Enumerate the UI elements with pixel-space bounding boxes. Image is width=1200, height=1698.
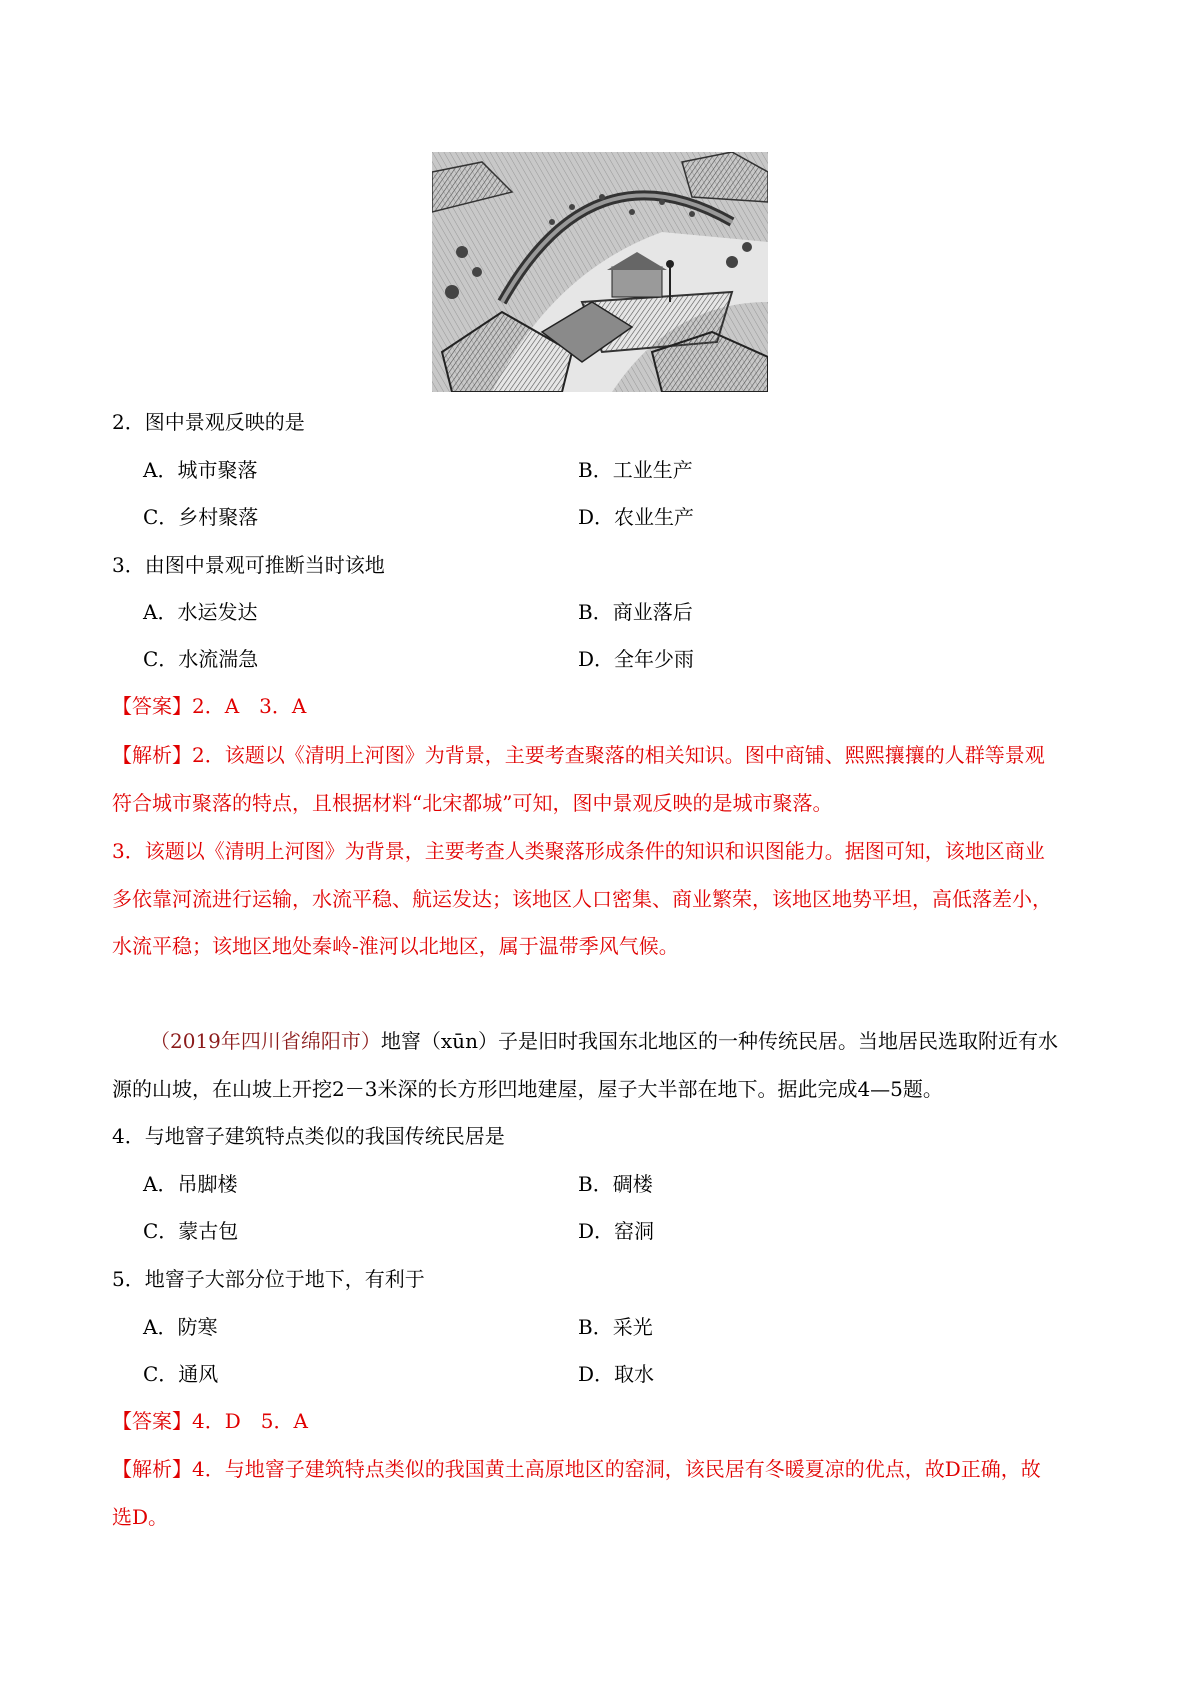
answer-block-1: [112, 692, 306, 720]
intro-line-2: 源的山坡，在山坡上开挖2－3米深的长方形凹地建屋，屋子大半部在地下。据此完成4—5题。: [112, 1077, 943, 1101]
analysis-1-line-1: [112, 741, 1045, 769]
intro-text: 地窨（xūn）子是旧时我国东北地区的一种传统民居。当地居民选取附近有水: [380, 1029, 1058, 1053]
analysis-text: 2．该题以《清明上河图》为背景，主要考查聚落的相关知识。图中商铺、熙熙攘攘的人群等景观: [192, 743, 1045, 767]
answer-label: 【答案】: [112, 1409, 192, 1433]
q2-option-a: A．城市聚落: [143, 458, 258, 482]
q4-option-a: A．吊脚楼: [143, 1172, 238, 1196]
q4-option-b: B．碉楼: [578, 1172, 653, 1196]
analysis-1-line-3: 3．该题以《清明上河图》为背景，主要考查人类聚落形成条件的知识和识图能力。据图可知，该地区商业: [112, 839, 1045, 863]
q4-option-c: C．蒙古包: [143, 1219, 239, 1243]
analysis-1-line-4: 多依靠河流进行运输，水流平稳、航运发达；该地区人口密集、商业繁荣，该地区地势平坦，高低落差小，: [112, 887, 1052, 911]
intro-line-1: [150, 1027, 1058, 1055]
q4-option-d: D．窑洞: [578, 1219, 655, 1243]
source-tag: （2019年四川省绵阳市）: [150, 1029, 381, 1053]
question-2-stem: 2．图中景观反映的是: [112, 410, 305, 434]
analysis-label: 【解析】: [112, 743, 192, 767]
q2-option-c: C．乡村聚落: [143, 505, 259, 529]
q2-option-b: B．工业生产: [578, 458, 693, 482]
qingming-painting-illustration: [432, 152, 768, 392]
question-5-stem: 5．地窨子大部分位于地下，有利于: [112, 1267, 425, 1291]
answer-block-2: [112, 1407, 308, 1435]
answer-label: 【答案】: [112, 694, 192, 718]
q5-option-a: A．防寒: [143, 1315, 218, 1339]
q5-option-b: B．采光: [578, 1315, 653, 1339]
question-4-stem: 4．与地窨子建筑特点类似的我国传统民居是: [112, 1124, 505, 1148]
analysis-label: 【解析】: [112, 1457, 192, 1481]
analysis-text: 4．与地窨子建筑特点类似的我国黄土高原地区的窑洞，该民居有冬暖夏凉的优点，故D正确，故: [192, 1457, 1041, 1481]
analysis-2-line-2: 选D。: [112, 1505, 169, 1529]
q3-option-c: C．水流湍急: [143, 647, 259, 671]
q3-option-a: A．水运发达: [143, 600, 258, 624]
q2-option-d: D．农业生产: [578, 505, 695, 529]
analysis-1-line-5: 水流平稳；该地区地处秦岭-淮河以北地区，属于温带季风气候。: [112, 934, 679, 958]
q3-option-b: B．商业落后: [578, 600, 693, 624]
q5-option-c: C．通风: [143, 1362, 219, 1386]
answer-text: 2．A 3．A: [192, 694, 307, 718]
analysis-1-line-2: 符合城市聚落的特点，且根据材料“北宋都城”可知，图中景观反映的是城市聚落。: [112, 791, 833, 815]
q5-option-d: D．取水: [578, 1362, 655, 1386]
question-3-stem: 3．由图中景观可推断当时该地: [112, 553, 385, 577]
answer-text: 4．D 5．A: [192, 1409, 308, 1433]
analysis-2-line-1: [112, 1455, 1041, 1483]
q3-option-d: D．全年少雨: [578, 647, 695, 671]
